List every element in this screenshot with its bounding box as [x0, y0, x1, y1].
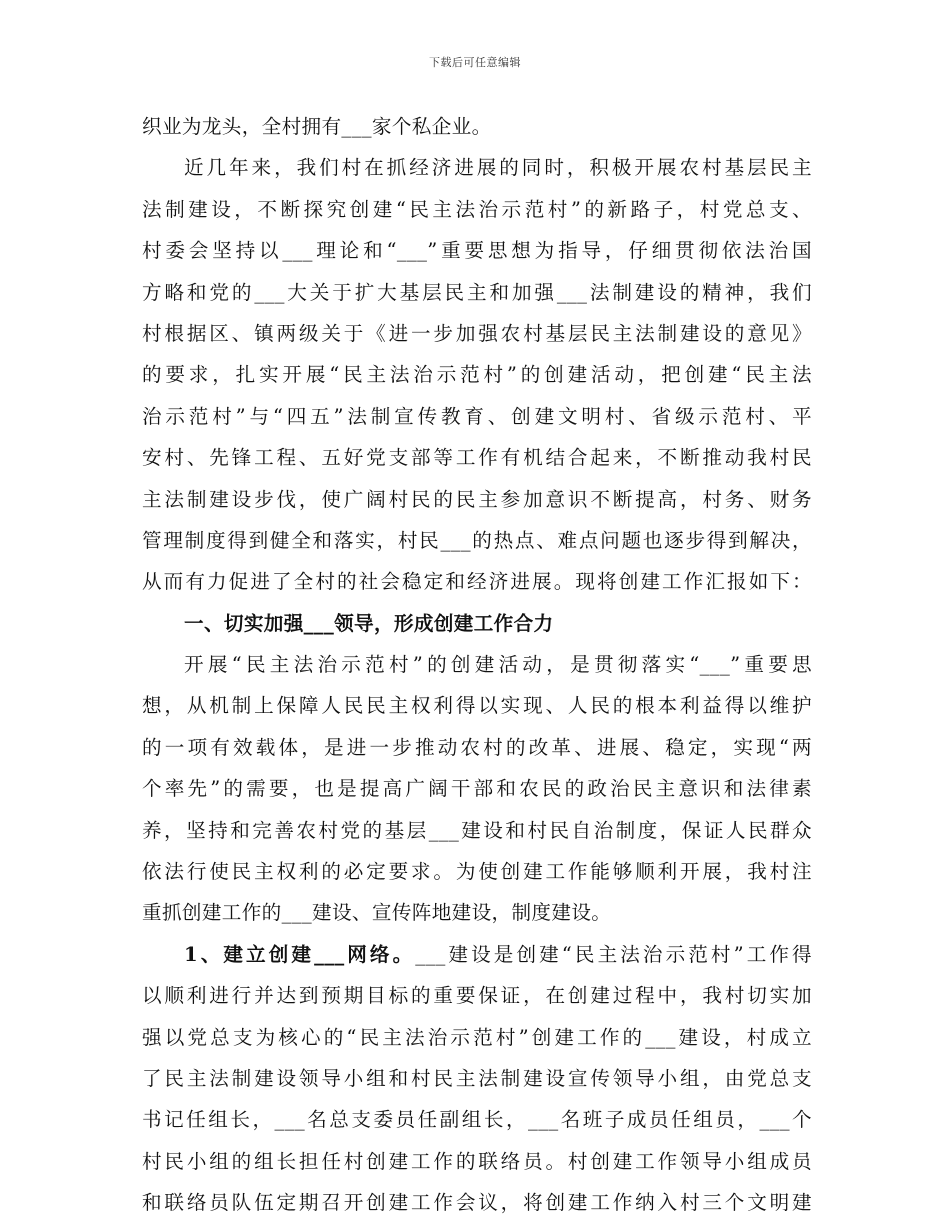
text-line: 村根据区、镇两级关于《进一步加强农村基层民主法制建设的意见》 — [142, 321, 812, 345]
text-line: 想，从机制上保障人民民主权利得以实现、人民的根本利益得以维护 — [142, 694, 812, 718]
text-line: 的一项有效载体，是进一步推动农村的改革、进展、稳定，实现“两 — [142, 735, 812, 759]
text-line: 养，坚持和完善农村党的基层___建设和村民自治制度，保证人民群众 — [142, 818, 812, 842]
text-line: 方略和党的___大关于扩大基层民主和加强___法制建设的精神，我们 — [142, 280, 812, 304]
text-line: 管理制度得到健全和落实，村民___的热点、难点问题也逐步得到解决， — [142, 528, 812, 552]
text-line: 村民小组的组长担任村创建工作的联络员。村创建工作领导小组成员 — [142, 1149, 812, 1173]
text-line: 主法制建设步伐，使广阔村民的民主参加意识不断提高，村务、财务 — [142, 487, 812, 511]
document-body — [142, 106, 812, 1224]
page-header: 下载后可任意编辑 — [429, 56, 521, 69]
text-line: 近几年来，我们村在抓经济进展的同时，积极开展农村基层民主 — [184, 156, 812, 180]
text-line: 安村、先锋工程、五好党支部等工作有机结合起来，不断推动我村民 — [142, 446, 812, 470]
subsection-text: ___建设是创建“民主法治示范村”工作得 — [415, 942, 812, 966]
text-line: 织业为龙头，全村拥有___家个私企业。 — [142, 115, 492, 138]
text-line: 了民主法制建设领导小组和村民主法制建设宣传领导小组，由党总支 — [142, 1066, 812, 1090]
subsection-heading: 1、建立创建___网络。 — [184, 942, 416, 966]
text-line: 个率先”的需要，也是提高广阔干部和农民的政治民主意识和法律素 — [142, 777, 812, 801]
section-heading: 一、切实加强___领导，形成创建工作合力 — [184, 611, 554, 635]
text-line: 治示范村”与“四五”法制宣传教育、创建文明村、省级示范村、平 — [142, 404, 812, 428]
text-line: 村委会坚持以___理论和“___”重要思想为指导，仔细贯彻依法治国 — [142, 239, 812, 263]
text-line: 以顺利进行并达到预期目标的重要保证，在创建过程中，我村切实加 — [142, 984, 812, 1008]
text-line: 法制建设，不断探究创建“民主法治示范村”的新路子，村党总支、 — [142, 197, 812, 221]
text-line: 的要求，扎实开展“民主法治示范村”的创建活动，把创建“民主法 — [142, 363, 812, 387]
text-line: 重抓创建工作的___建设、宣传阵地建设，制度建设。 — [142, 901, 612, 925]
subsection-line — [142, 934, 812, 975]
text-line: 依法行使民主权利的必定要求。为使创建工作能够顺利开展，我村注 — [142, 860, 812, 884]
text-line: 从而有力促进了全村的社会稳定和经济进展。现将创建工作汇报如下： — [142, 570, 812, 594]
text-line: 开展“民主法治示范村”的创建活动，是贯彻落实“___”重要思 — [184, 653, 812, 677]
text-line: 和联络员队伍定期召开创建工作会议，将创建工作纳入村三个文明建 — [142, 1191, 812, 1215]
text-line: 书记任组长，___名总支委员任副组长，___名班子成员任组员，___个 — [142, 1108, 812, 1132]
text-line: 强以党总支为核心的“民主法治示范村”创建工作的___建设，村成立 — [142, 1025, 812, 1049]
